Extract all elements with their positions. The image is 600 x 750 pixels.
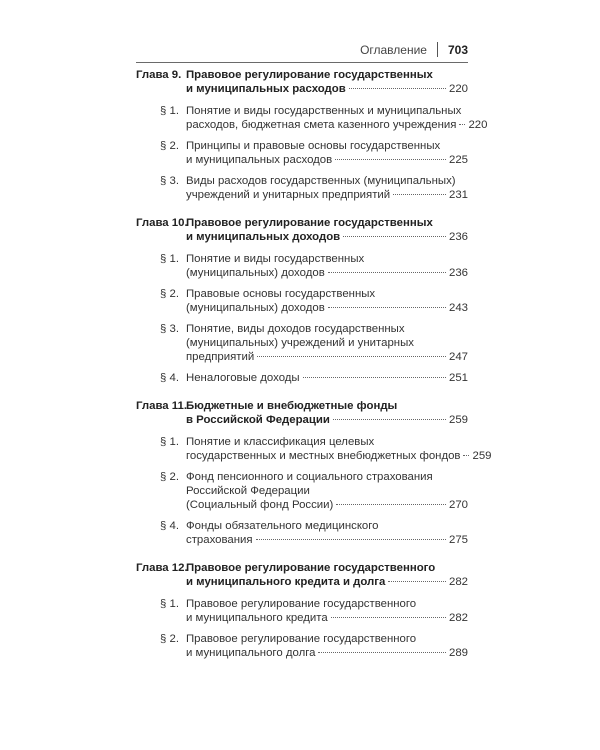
- chapter-title: [186, 68, 468, 96]
- entry-text: Неналоговые доходы: [186, 372, 300, 384]
- section-label: § 3.: [160, 323, 179, 335]
- section-title: [186, 371, 468, 385]
- section-label: § 2.: [160, 288, 179, 300]
- entry-page-number: 220: [468, 119, 488, 131]
- page-number: 703: [447, 42, 468, 57]
- entry-page-number: 270: [448, 499, 468, 511]
- section-title: [186, 287, 468, 315]
- section-title: [186, 597, 468, 625]
- entry-text: Правовое регулирование государственных: [186, 217, 433, 229]
- entry-line: [186, 519, 468, 533]
- section-title: [186, 174, 468, 202]
- entry-text: Правовое регулирование государственного: [186, 598, 417, 610]
- header-rule: [136, 62, 468, 63]
- entry-line: [186, 435, 492, 449]
- entry-page-number: 259: [448, 414, 468, 426]
- section-entry: [136, 435, 492, 463]
- entry-line: [186, 139, 468, 153]
- section-label: § 1.: [160, 105, 179, 117]
- entry-text: (муниципальных) доходов: [186, 267, 325, 279]
- entry-text: Понятие и виды государственных и муниципальных: [186, 105, 462, 117]
- entry-line: [186, 118, 487, 132]
- chapter-heading: [136, 216, 468, 244]
- entry-line: [186, 336, 468, 350]
- entry-text: Виды расходов государственных (муниципальных): [186, 175, 456, 187]
- dot-leader: [257, 356, 446, 357]
- section-label: § 4.: [160, 520, 179, 532]
- entry-line: [186, 399, 468, 413]
- dot-leader: [335, 159, 446, 160]
- entry-page-number: 236: [448, 231, 468, 243]
- entry-text: (Социальный фонд России): [186, 499, 334, 511]
- section-entry: [136, 519, 468, 547]
- chapter-label: Глава 12.: [136, 562, 188, 574]
- entry-text: расходов, бюджетная смета казенного учреждения: [186, 119, 457, 131]
- entry-line: [186, 371, 468, 385]
- dot-leader: [303, 377, 446, 378]
- entry-line: [186, 82, 468, 96]
- dot-leader: [459, 124, 465, 125]
- entry-page-number: 259: [472, 450, 492, 462]
- entry-line: [186, 68, 468, 82]
- entry-text: и муниципального долга: [186, 647, 316, 659]
- section-title: [186, 322, 468, 364]
- chapter-entry: [136, 216, 468, 385]
- dot-leader: [256, 539, 446, 540]
- entry-line: [186, 230, 468, 244]
- dot-leader: [463, 455, 469, 456]
- header-separator: [437, 42, 438, 57]
- entry-line: [186, 575, 468, 589]
- entry-text: Российской Федерации: [186, 485, 310, 497]
- entry-line: [186, 646, 468, 660]
- entry-text: Правовые основы государственных: [186, 288, 376, 300]
- entry-page-number: 220: [448, 83, 468, 95]
- chapter-title: [186, 399, 468, 427]
- entry-text: Фонд пенсионного и социального страхования: [186, 471, 433, 483]
- entry-line: [186, 188, 468, 202]
- section-title: [186, 519, 468, 547]
- section-label: § 4.: [160, 372, 179, 384]
- entry-text: (муниципальных) учреждений и унитарных: [186, 337, 414, 349]
- chapter-label: Глава 9.: [136, 69, 182, 81]
- entry-text: предприятий: [186, 351, 255, 363]
- entry-text: государственных и местных внебюджетных фондов: [186, 450, 461, 462]
- entry-text: Правовое регулирование государственного: [186, 633, 417, 645]
- entry-text: Понятие, виды доходов государственных: [186, 323, 405, 335]
- entry-line: [186, 322, 468, 336]
- entry-text: Правовое регулирование государственного: [186, 562, 436, 574]
- chapter-label: Глава 10.: [136, 217, 188, 229]
- dot-leader: [393, 194, 446, 195]
- entry-text: в Российской Федерации: [186, 414, 330, 426]
- entry-page-number: 231: [448, 189, 468, 201]
- entry-line: [186, 561, 468, 575]
- chapter-entry: [136, 561, 468, 660]
- entry-page-number: 243: [448, 302, 468, 314]
- section-title: [186, 632, 468, 660]
- running-header: [360, 42, 468, 57]
- chapter-entry: [136, 68, 488, 202]
- chapter-label: Глава 11.: [136, 400, 188, 412]
- section-title: [186, 104, 487, 132]
- dot-leader: [388, 581, 446, 582]
- section-entry: [136, 174, 468, 202]
- entry-line: [186, 484, 468, 498]
- entry-text: Правовое регулирование государственных: [186, 69, 433, 81]
- entry-line: [186, 104, 487, 118]
- entry-text: и муниципальных доходов: [186, 231, 341, 243]
- entry-page-number: 282: [448, 612, 468, 624]
- chapter-title: [186, 561, 468, 589]
- entry-page-number: 289: [448, 647, 468, 659]
- section-title: [186, 435, 492, 463]
- entry-page-number: 275: [448, 534, 468, 546]
- section-label: § 1.: [160, 598, 179, 610]
- section-entry: [136, 371, 468, 385]
- entry-text: Понятие и виды государственных: [186, 253, 365, 265]
- entry-text: Понятие и классификация целевых: [186, 436, 375, 448]
- dot-leader: [349, 88, 446, 89]
- table-of-contents: [136, 68, 492, 660]
- header-title: Оглавление: [360, 42, 427, 57]
- section-label: § 3.: [160, 175, 179, 187]
- entry-page-number: 251: [448, 372, 468, 384]
- section-entry: [136, 252, 468, 280]
- entry-page-number: 247: [448, 351, 468, 363]
- section-entry: [136, 287, 468, 315]
- chapter-entry: [136, 399, 492, 547]
- entry-text: Бюджетные и внебюджетные фонды: [186, 400, 398, 412]
- entry-line: [186, 597, 468, 611]
- entry-page-number: 225: [448, 154, 468, 166]
- section-entry: [136, 322, 468, 364]
- entry-text: Принципы и правовые основы государственных: [186, 140, 441, 152]
- dot-leader: [331, 617, 446, 618]
- entry-page-number: 236: [448, 267, 468, 279]
- entry-text: и муниципальных расходов: [186, 154, 333, 166]
- entry-text: и муниципальных расходов: [186, 83, 346, 95]
- chapter-heading: [136, 561, 468, 589]
- entry-text: (муниципальных) доходов: [186, 302, 325, 314]
- entry-line: [186, 266, 468, 280]
- section-label: § 1.: [160, 253, 179, 265]
- entry-line: [186, 533, 468, 547]
- entry-line: [186, 449, 492, 463]
- entry-line: [186, 350, 468, 364]
- dot-leader: [336, 504, 446, 505]
- chapter-title: [186, 216, 468, 244]
- entry-text: учреждений и унитарных предприятий: [186, 189, 391, 201]
- section-title: [186, 470, 468, 512]
- entry-line: [186, 413, 468, 427]
- dot-leader: [328, 307, 446, 308]
- chapter-heading: [136, 68, 468, 96]
- section-label: § 1.: [160, 436, 179, 448]
- entry-line: [186, 611, 468, 625]
- entry-text: Фонды обязательного медицинского: [186, 520, 379, 532]
- entry-line: [186, 153, 468, 167]
- section-entry: [136, 139, 468, 167]
- entry-line: [186, 470, 468, 484]
- entry-line: [186, 252, 468, 266]
- entry-text: и муниципального кредита и долга: [186, 576, 386, 588]
- section-label: § 2.: [160, 471, 179, 483]
- entry-line: [186, 174, 468, 188]
- chapter-heading: [136, 399, 468, 427]
- dot-leader: [318, 652, 446, 653]
- section-entry: [136, 104, 488, 132]
- section-label: § 2.: [160, 633, 179, 645]
- dot-leader: [333, 419, 446, 420]
- entry-line: [186, 632, 468, 646]
- entry-page-number: 282: [448, 576, 468, 588]
- dot-leader: [328, 272, 446, 273]
- entry-line: [186, 216, 468, 230]
- section-entry: [136, 632, 468, 660]
- section-entry: [136, 470, 468, 512]
- section-entry: [136, 597, 468, 625]
- entry-text: и муниципального кредита: [186, 612, 328, 624]
- entry-text: страхования: [186, 534, 253, 546]
- section-title: [186, 252, 468, 280]
- entry-line: [186, 301, 468, 315]
- entry-line: [186, 498, 468, 512]
- entry-line: [186, 287, 468, 301]
- section-title: [186, 139, 468, 167]
- dot-leader: [343, 236, 446, 237]
- section-label: § 2.: [160, 140, 179, 152]
